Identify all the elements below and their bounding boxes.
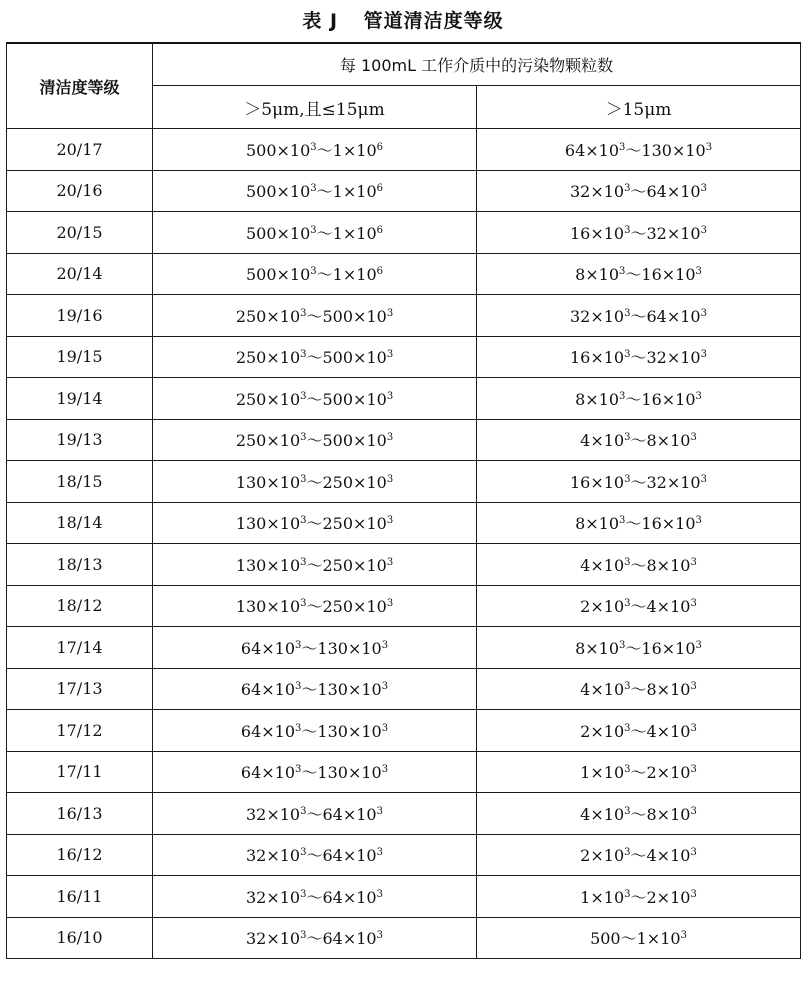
cleanliness-grade-cell: 20/16 [7, 170, 153, 212]
table-row [7, 710, 801, 752]
count-over-15-cell: $2\times 10^3\sim 4\times 10^3$ [477, 834, 801, 876]
count-over-15-cell: $8\times 10^3\sim 16\times 10^3$ [477, 378, 801, 420]
count-over-15-cell: $16\times 10^3\sim 32\times 10^3$ [477, 336, 801, 378]
count-5-15-cell: $64\times 10^3\sim 130\times 10^3$ [153, 627, 477, 669]
table-title-text: 管道清洁度等级 [363, 10, 504, 32]
count-over-15-cell: $2\times 10^3\sim 4\times 10^3$ [477, 710, 801, 752]
cleanliness-grade-cell: 18/15 [7, 461, 153, 503]
table-row [7, 751, 801, 793]
cleanliness-grade-cell: 19/16 [7, 295, 153, 337]
table-code: 表 J [302, 10, 339, 32]
table-row [7, 876, 801, 918]
cleanliness-grade-cell: 19/13 [7, 419, 153, 461]
table-row [7, 585, 801, 627]
cleanliness-grade-cell: 18/12 [7, 585, 153, 627]
table-row [7, 461, 801, 503]
table-row [7, 627, 801, 669]
count-over-15-cell: $4\times 10^3\sim 8\times 10^3$ [477, 668, 801, 710]
cleanliness-grade-cell: 17/14 [7, 627, 153, 669]
table-row [7, 834, 801, 876]
table-row [7, 212, 801, 254]
table-title [0, 6, 806, 33]
count-5-15-cell: $130\times 10^3\sim 250\times 10^3$ [153, 502, 477, 544]
count-5-15-cell: $500\times 10^3\sim 1\times 10^6$ [153, 129, 477, 171]
count-5-15-cell: $130\times 10^3\sim 250\times 10^3$ [153, 461, 477, 503]
count-5-15-cell: $250\times 10^3\sim 500\times 10^3$ [153, 336, 477, 378]
count-over-15-cell: $64\times 10^3\sim 130\times 10^3$ [477, 129, 801, 171]
count-5-15-cell: $500\times 10^3\sim 1\times 10^6$ [153, 170, 477, 212]
count-5-15-cell: $32\times 10^3\sim 64\times 10^3$ [153, 793, 477, 835]
cleanliness-grade-cell: 17/11 [7, 751, 153, 793]
table-row [7, 253, 801, 295]
count-5-15-cell: $500\times 10^3\sim 1\times 10^6$ [153, 212, 477, 254]
count-over-15-cell: $32\times 10^3\sim 64\times 10^3$ [477, 170, 801, 212]
cleanliness-grade-cell: 17/12 [7, 710, 153, 752]
count-5-15-cell: $250\times 10^3\sim 500\times 10^3$ [153, 419, 477, 461]
table-row [7, 295, 801, 337]
table-header [7, 43, 801, 129]
cleanliness-grade-cell: 16/10 [7, 917, 153, 959]
count-5-15-cell: $500\times 10^3\sim 1\times 10^6$ [153, 253, 477, 295]
count-over-15-cell: $32\times 10^3\sim 64\times 10^3$ [477, 295, 801, 337]
table-row [7, 502, 801, 544]
table-body [7, 129, 801, 959]
count-5-15-cell: $64\times 10^3\sim 130\times 10^3$ [153, 751, 477, 793]
count-over-15-cell: $8\times 10^3\sim 16\times 10^3$ [477, 627, 801, 669]
cleanliness-grade-cell: 20/15 [7, 212, 153, 254]
cleanliness-grade-cell: 17/13 [7, 668, 153, 710]
size-5-15-column-header: ＞5μm,且≤15μm [153, 86, 477, 129]
table-row [7, 793, 801, 835]
cleanliness-grade-cell: 20/14 [7, 253, 153, 295]
particle-count-group-header: 每 100mL 工作介质中的污染物颗粒数 [153, 43, 801, 86]
count-5-15-cell: $64\times 10^3\sim 130\times 10^3$ [153, 668, 477, 710]
count-5-15-cell: $250\times 10^3\sim 500\times 10^3$ [153, 295, 477, 337]
count-over-15-cell: $4\times 10^3\sim 8\times 10^3$ [477, 419, 801, 461]
count-over-15-cell: $8\times 10^3\sim 16\times 10^3$ [477, 502, 801, 544]
count-over-15-cell: $8\times 10^3\sim 16\times 10^3$ [477, 253, 801, 295]
count-over-15-cell: $16\times 10^3\sim 32\times 10^3$ [477, 212, 801, 254]
table-row [7, 378, 801, 420]
count-over-15-cell: $1\times 10^3\sim 2\times 10^3$ [477, 876, 801, 918]
count-5-15-cell: $130\times 10^3\sim 250\times 10^3$ [153, 585, 477, 627]
cleanliness-grade-cell: 16/12 [7, 834, 153, 876]
cleanliness-grade-cell: 19/15 [7, 336, 153, 378]
cleanliness-grade-cell: 18/13 [7, 544, 153, 586]
count-over-15-cell: $1\times 10^3\sim 2\times 10^3$ [477, 751, 801, 793]
table-row [7, 668, 801, 710]
cleanliness-grade-cell: 18/14 [7, 502, 153, 544]
cleanliness-grade-cell: 19/14 [7, 378, 153, 420]
table-row [7, 336, 801, 378]
table-row [7, 419, 801, 461]
cleanliness-table [6, 42, 801, 959]
count-5-15-cell: $32\times 10^3\sim 64\times 10^3$ [153, 834, 477, 876]
count-5-15-cell: $250\times 10^3\sim 500\times 10^3$ [153, 378, 477, 420]
count-over-15-cell: $4\times 10^3\sim 8\times 10^3$ [477, 793, 801, 835]
count-5-15-cell: $64\times 10^3\sim 130\times 10^3$ [153, 710, 477, 752]
count-over-15-cell: $4\times 10^3\sim 8\times 10^3$ [477, 544, 801, 586]
table-row [7, 544, 801, 586]
cleanliness-grade-cell: 16/13 [7, 793, 153, 835]
count-over-15-cell: $2\times 10^3\sim 4\times 10^3$ [477, 585, 801, 627]
cleanliness-grade-cell: 20/17 [7, 129, 153, 171]
grade-column-header: 清洁度等级 [7, 43, 153, 129]
size-over-15-column-header: ＞15μm [477, 86, 801, 129]
count-5-15-cell: $32\times 10^3\sim 64\times 10^3$ [153, 917, 477, 959]
count-5-15-cell: $130\times 10^3\sim 250\times 10^3$ [153, 544, 477, 586]
table-row [7, 170, 801, 212]
table-row [7, 129, 801, 171]
count-5-15-cell: $32\times 10^3\sim 64\times 10^3$ [153, 876, 477, 918]
table-row [7, 917, 801, 959]
count-over-15-cell: $16\times 10^3\sim 32\times 10^3$ [477, 461, 801, 503]
count-over-15-cell: $500\sim 1\times 10^3$ [477, 917, 801, 959]
cleanliness-grade-cell: 16/11 [7, 876, 153, 918]
